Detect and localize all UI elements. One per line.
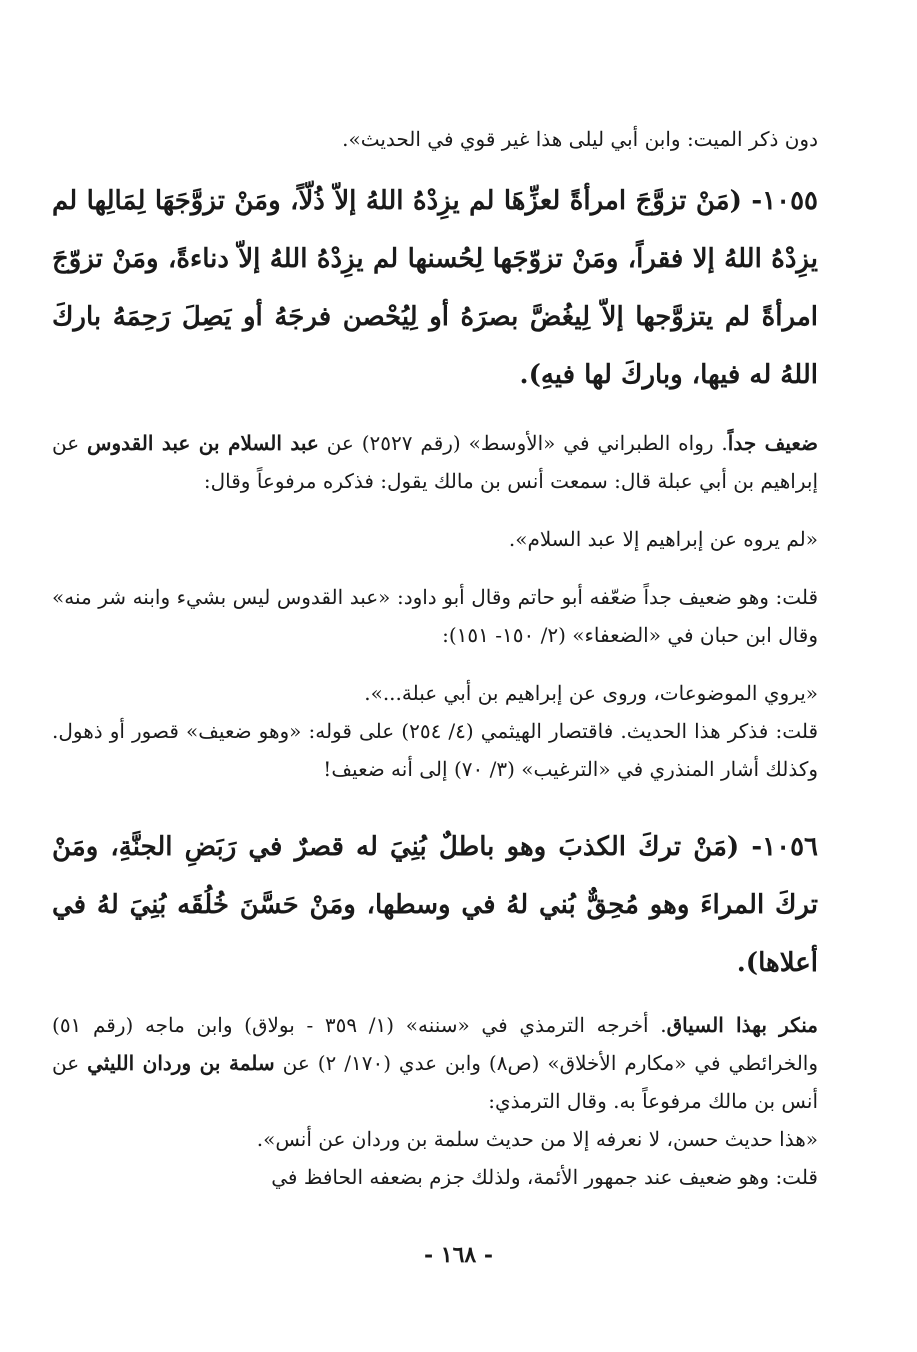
narrator-1056: سلمة بن وردان الليثي xyxy=(87,1051,275,1075)
comment-2-label: قلت: xyxy=(775,719,819,743)
grading-1056-paragraph xyxy=(52,1006,818,1120)
hadith-1055: ١٠٥٥- (مَنْ تزوَّجَ امرأةً لعزِّهَا لم يزِدْهُ اللهُ إلاّ ذُلّاً، ومَنْ تزوَّجَهَا لِمَالِها لم يزِدْهُ اللهُ إلا فقراً، ومَنْ تزوّجَها لِحُسنها لم يزِدْهُ اللهُ إلاّ دناءةً، ومَنْ تزوّجَ امرأةً لم يتزوَّجها إلاّ لِيغُضَّ بصرَهُ أو لِيُحْصن فرجَهُ أو يَصِلَ رَحِمَهُ باركَ اللهُ له فيها، وباركَ لها فيهِ). xyxy=(52,186,818,390)
quote-tirmidhi: «هذا حديث حسن، لا نعرفه إلا من حديث سلمة بن وردان عن أنس». xyxy=(256,1127,818,1151)
grading-1055-paragraph xyxy=(52,424,818,500)
intro-line: دون ذكر الميت: وابن أبي ليلى هذا غير قوي في الحديث». xyxy=(342,127,818,151)
narrator-1055: عبد السلام بن عبد القدوس xyxy=(87,431,319,455)
grading-1056-label: منكر بهذا السياق xyxy=(666,1013,818,1037)
quote-tabarani: «لم يروه عن إبراهيم إلا عبد السلام». xyxy=(508,527,818,551)
chain-1056: عن أنس بن مالك مرفوعاً به. وقال الترمذي: xyxy=(52,1051,818,1113)
hadith-1056: ١٠٥٦- (مَنْ تركَ الكذبَ وهو باطلٌ بُنِيَ له قصرٌ في رَبَضِ الجنَّةِ، ومَنْ تركَ المراءَ وهو مُحِقٌّ بُني لهُ في وسطها، ومَنْ حَسَّنَ خُلُقَه بُنِيَ لهُ في أعلاها). xyxy=(52,832,818,978)
comment-1-text: وهو ضعيف جداً ضعّفه أبو حاتم وقال أبو داود: «عبد القدوس ليس بشيء وابنه شر منه» وقال ابن حبان في «الضعفاء» (٢/ ١٥٠- ١٥١): xyxy=(52,585,818,647)
page-body xyxy=(52,120,818,1196)
quote-ibn-hibban: «يروي الموضوعات، وروى عن إبراهيم بن أبي عبلة...». xyxy=(364,681,818,705)
comment-3-label: قلت: xyxy=(775,1165,818,1189)
grading-1055-text: . رواه الطبراني في «الأوسط» (رقم ٢٥٢٧) عن xyxy=(326,431,728,455)
comment-1-paragraph xyxy=(52,578,818,654)
comment-1-label: قلت: xyxy=(775,585,819,609)
page-number: - ١٦٨ - xyxy=(423,1242,494,1268)
grading-1055-label: ضعيف جداً xyxy=(727,431,819,455)
comment-2-paragraph xyxy=(52,712,818,788)
chain-1055: عن إبراهيم بن أبي عبلة قال: سمعت أنس بن مالك يقول: فذكره مرفوعاً وقال: xyxy=(52,431,818,493)
grading-1056-text: . أخرجه الترمذي في «سننه» (١/ ٣٥٩ - بولاق) وابن ماجه (رقم ٥١) والخرائطي في «مكارم الأخلاق» (ص٨) وابن عدي (١٧٠/ ٢) عن xyxy=(52,1013,818,1075)
comment-3-paragraph xyxy=(52,1158,818,1196)
comment-2-text: فذكر هذا الحديث. فاقتصار الهيثمي (٤/ ٢٥٤) على قوله: «وهو ضعيف» قصور أو ذهول. وكذلك أشار المنذري في «الترغيب» (٣/ ٧٠) إلى أنه ضعيف! xyxy=(52,719,818,781)
comment-3-text: وهو ضعيف عند جمهور الأئمة، ولذلك جزم بضعفه الحافظ في xyxy=(271,1165,770,1189)
